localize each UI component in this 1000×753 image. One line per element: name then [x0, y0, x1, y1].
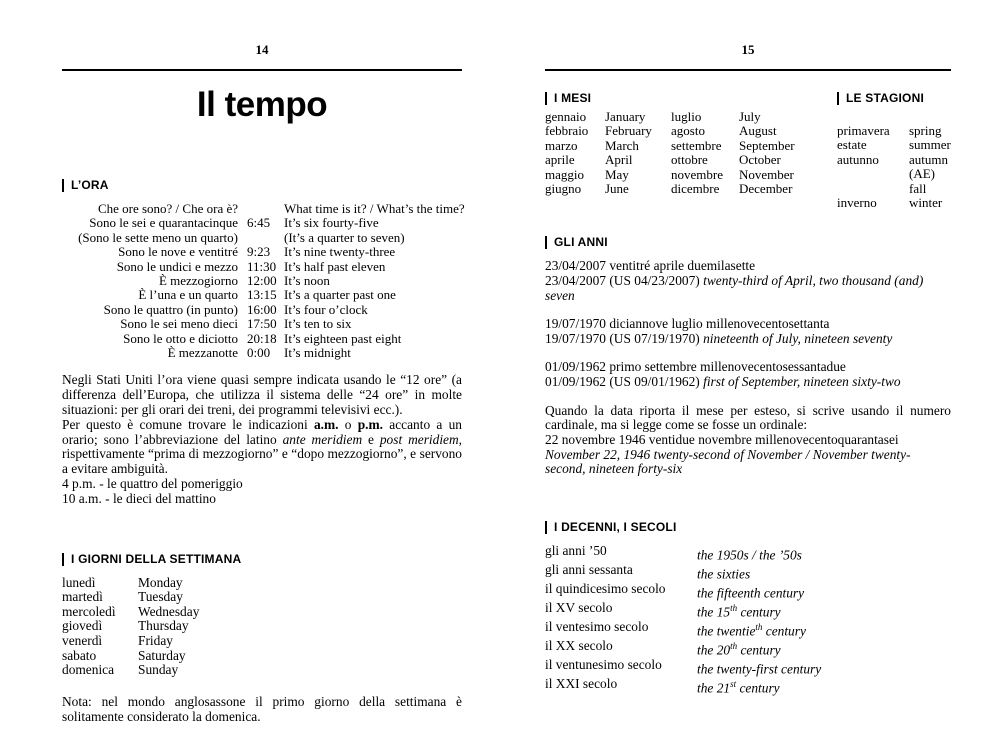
english-month: November	[739, 166, 794, 182]
italian-season: estate	[837, 137, 867, 153]
book-page-left	[62, 42, 465, 724]
table-row	[545, 563, 951, 582]
english-month: February	[605, 123, 652, 139]
english-date-line	[545, 332, 951, 347]
english-month: March	[605, 137, 639, 153]
months-seasons-block	[545, 91, 951, 211]
latin-ante-meridiem: ante meridiem	[282, 431, 363, 447]
header-rule-left	[62, 69, 462, 71]
english-phrase: It’s noon	[284, 273, 330, 289]
english-month: May	[605, 166, 629, 182]
table-row	[545, 153, 807, 167]
italian-day: giovedì	[62, 618, 103, 634]
italian-date-example: 22 novembre 1946 ventidue novembre millenovecentoquarantasei	[545, 432, 899, 448]
seasons-table	[837, 124, 951, 210]
time-value: 13:15	[247, 287, 277, 303]
english-day: Monday	[138, 574, 183, 590]
page-number-right: 15	[741, 42, 755, 57]
english-term-base: the 20	[697, 642, 731, 658]
years-paragraph: Quando la data riporta il mese per esteso, si scrive usando il numero cardinale, ma si legge come se fosse un ordinale:	[545, 402, 951, 433]
english-phrase: It’s nine twenty-three	[284, 244, 396, 260]
english-term	[697, 639, 951, 658]
italian-month: febbraio	[545, 123, 589, 139]
table-row	[62, 619, 462, 634]
table-row	[62, 634, 462, 649]
english-phrase: What time is it? / What’s the time?	[284, 201, 465, 216]
decades-centuries-table	[545, 544, 951, 697]
english-term-rest: century	[762, 623, 806, 639]
english-reading: twenty-third of April, two thousand (and) seven	[545, 273, 924, 303]
italian-phrase: È l’una e un quarto	[138, 287, 238, 303]
table-row	[62, 346, 462, 360]
table-row	[62, 231, 462, 245]
italian-phrase: (Sono le sette meno un quarto)	[78, 229, 238, 245]
english-month: August	[739, 123, 777, 139]
table-row	[545, 582, 951, 601]
table-row	[545, 182, 807, 196]
time-phrases-table	[62, 201, 465, 361]
paragraph-am-pm	[62, 418, 462, 477]
paragraph-12-24-ore	[62, 373, 462, 417]
date-prefix: 19/07/1970 (US 07/19/1970)	[545, 330, 704, 346]
english-term	[697, 544, 951, 563]
italian-term: il quindicesimo secolo	[545, 581, 666, 597]
italian-month: agosto	[671, 123, 705, 139]
english-month: September	[739, 137, 795, 153]
italian-day: lunedì	[62, 574, 96, 590]
table-row	[545, 658, 951, 677]
italian-month: marzo	[545, 137, 578, 153]
table-row	[62, 663, 462, 678]
table-row	[837, 124, 951, 138]
weekdays-note: Nota: nel mondo anglosassone il primo giorno della settimana è solitamente considerato la domenica.	[62, 693, 462, 724]
english-term-rest: century	[737, 642, 781, 658]
year-entry	[545, 259, 951, 303]
english-month: October	[739, 152, 781, 168]
abbrev-am: a.m.	[313, 416, 339, 432]
english-season: autumn	[909, 151, 948, 167]
italian-season: primavera	[837, 123, 890, 138]
italian-phrase: Sono le nove e ventitré	[118, 244, 238, 260]
italian-phrase: Sono le sei e quarantacinque	[89, 215, 238, 231]
english-day: Saturday	[138, 647, 186, 663]
italian-date-line: 23/04/2007 ventitré aprile duemilasette	[545, 258, 756, 274]
italian-month: dicembre	[671, 181, 720, 197]
italian-phrase: Che ore sono? / Che ora è?	[97, 201, 238, 216]
english-day: Wednesday	[138, 603, 200, 619]
english-phrase: It’s midnight	[284, 345, 351, 361]
english-phrase: It’s a quarter past one	[284, 287, 396, 303]
para-segment: o	[338, 416, 358, 432]
italian-phrase: Sono le sei meno dieci	[120, 316, 238, 332]
english-day: Sunday	[138, 662, 179, 678]
italian-day: venerdì	[62, 633, 103, 649]
table-row	[62, 245, 462, 259]
para-segment: e	[362, 431, 380, 447]
para-segment: , rispettivamente “prima di mezzogiorno” e “dopo mezzogiorno”, e servono a evitare ambiguità.	[62, 431, 463, 477]
section-heading-mesi: I MESI	[545, 92, 951, 105]
italian-day: sabato	[62, 647, 97, 663]
english-phrase: It’s six fourty-five	[284, 215, 379, 231]
italian-season: inverno	[837, 195, 877, 211]
italian-month: ottobre	[671, 152, 708, 168]
italian-month: novembre	[671, 166, 723, 182]
years-section-body	[545, 259, 951, 477]
table-row	[545, 110, 807, 124]
time-value	[238, 231, 284, 245]
abbrev-pm: p.m.	[357, 416, 384, 432]
date-prefix: 23/04/2007 (US 04/23/2007)	[545, 273, 704, 289]
cardinal-ordinal-note	[545, 404, 951, 477]
table-row	[545, 544, 951, 563]
para-segment: accanto a un orario; sono l’abbreviazione del latino	[62, 416, 462, 447]
table-row	[62, 576, 462, 591]
english-term-base: the twentie	[697, 623, 756, 639]
table-row	[62, 649, 462, 664]
table-row	[62, 288, 462, 302]
english-month: June	[605, 181, 629, 197]
english-season: spring	[909, 123, 942, 138]
table-row	[62, 590, 462, 605]
time-value: 17:50	[247, 316, 277, 332]
english-phrase: (It’s a quarter to seven)	[284, 229, 405, 245]
table-row	[545, 168, 807, 182]
english-term	[697, 658, 951, 677]
ordinal-superscript: st	[730, 679, 737, 690]
seasons-block	[837, 92, 951, 210]
english-day: Friday	[138, 633, 173, 649]
table-row	[837, 196, 951, 210]
english-phrase: It’s four o’clock	[284, 301, 368, 317]
english-month: January	[605, 109, 646, 124]
english-date-example	[545, 448, 951, 477]
table-row	[62, 332, 462, 346]
time-value: 11:30	[247, 258, 277, 274]
months-table	[545, 110, 807, 196]
english-term-base: the fifteenth century	[697, 585, 805, 601]
english-date-line	[545, 274, 951, 303]
para-text: Negli Stati Uniti l’ora viene quasi sempre indicata usando le “12 ore” (a differenza dell’Europa, che utilizza il sistema delle “24 ore” in molte situazioni: per gli orari dei treni, dei programmi televisivi ecc.).	[62, 372, 462, 418]
time-value	[238, 202, 284, 216]
english-term	[697, 582, 951, 601]
english-term-base: the twenty-first century	[697, 661, 822, 677]
italian-phrase: È mezzogiorno	[158, 273, 238, 289]
italian-phrase: Sono le undici e mezzo	[116, 258, 238, 274]
italian-term: il ventunesimo secolo	[545, 657, 662, 673]
table-row	[62, 260, 462, 274]
italian-month: maggio	[545, 166, 584, 182]
table-row	[837, 138, 951, 152]
italian-phrase: Sono le otto e diciotto	[123, 330, 238, 346]
table-row	[62, 216, 462, 230]
english-reading: nineteenth of July, nineteen seventy	[703, 330, 893, 346]
english-term-base: the 15	[697, 604, 731, 620]
para-segment: Per questo è comune trovare le indicazioni	[62, 416, 314, 432]
english-term-rest: century	[736, 680, 780, 696]
italian-term: il XX secolo	[545, 638, 613, 654]
italian-date-line: 19/07/1970 diciannove luglio millenovecentosettanta	[545, 316, 830, 332]
book-page-right	[545, 42, 951, 696]
time-value: 20:18	[247, 330, 277, 346]
table-row	[62, 317, 462, 331]
table-row	[62, 303, 462, 317]
table-row	[837, 153, 951, 167]
time-value: 12:00	[247, 273, 277, 289]
italian-day: martedì	[62, 589, 103, 605]
english-day: Tuesday	[138, 589, 183, 605]
section-heading-giorni: I GIORNI DELLA SETTIMANA	[62, 553, 462, 566]
english-term	[697, 677, 951, 696]
example-10am: 10 a.m. - le dieci del mattino	[62, 490, 216, 506]
table-row	[62, 201, 465, 216]
table-row	[545, 601, 951, 620]
italian-month: luglio	[671, 109, 702, 124]
italian-term: il ventesimo secolo	[545, 619, 649, 635]
english-term-base: the 21	[697, 680, 731, 696]
english-term-rest: century	[737, 604, 781, 620]
english-month: July	[739, 109, 761, 124]
chapter-title: Il tempo	[196, 85, 328, 124]
italian-day: domenica	[62, 662, 115, 678]
english-month: December	[739, 181, 793, 197]
section-heading-decenni: I DECENNI, I SECOLI	[545, 521, 951, 534]
ordinal-superscript: th	[755, 622, 763, 633]
italian-date-line: 01/09/1962 primo settembre millenovecentosessantadue	[545, 359, 846, 375]
latin-post-meridiem: post meridiem	[379, 431, 459, 447]
table-row	[545, 139, 807, 153]
english-term-base: the 1950s / the ’50s	[697, 547, 802, 563]
year-entry	[545, 360, 951, 389]
date-prefix: 01/09/1962 (US 09/01/1962)	[545, 374, 704, 389]
table-row	[545, 124, 807, 138]
english-reading: November 22, 1946 twenty-second of November / November twenty-second, nineteen forty-six	[545, 446, 911, 477]
italian-term: il XXI secolo	[545, 676, 618, 692]
english-term-base: the sixties	[697, 566, 751, 582]
italian-term: il XV secolo	[545, 600, 613, 616]
italian-month: settembre	[671, 137, 722, 153]
english-term	[697, 601, 951, 620]
english-day: Thursday	[138, 618, 189, 634]
italian-phrase: È mezzanotte	[167, 345, 238, 361]
table-row	[62, 605, 462, 620]
weekdays-table	[62, 576, 462, 678]
italian-day: mercoledì	[62, 603, 116, 619]
italian-term: gli anni ’50	[545, 542, 607, 558]
italian-season	[837, 167, 909, 196]
english-term	[697, 620, 951, 639]
english-phrase: It’s eighteen past eight	[284, 330, 402, 346]
year-entry	[545, 317, 951, 346]
section-heading-stagioni: LE STAGIONI	[837, 92, 951, 105]
english-phrase: It’s half past eleven	[284, 258, 386, 274]
time-value: 9:23	[247, 244, 271, 260]
italian-month: giugno	[545, 181, 582, 197]
english-date-line	[545, 375, 951, 390]
english-month: April	[605, 152, 633, 168]
time-value: 0:00	[247, 345, 271, 361]
italian-month: aprile	[545, 152, 575, 168]
ordinal-superscript: th	[730, 603, 738, 614]
time-value: 16:00	[247, 301, 277, 317]
english-season: winter	[909, 195, 943, 211]
ordinal-superscript: th	[730, 641, 738, 652]
table-row	[545, 639, 951, 658]
english-season: (AE) fall	[909, 166, 935, 196]
page-number-left: 14	[255, 42, 269, 57]
time-value: 6:45	[247, 215, 271, 231]
italian-month: gennaio	[545, 109, 587, 124]
english-reading: first of September, nineteen sixty-two	[703, 374, 901, 389]
table-row	[545, 677, 951, 696]
english-season: summer	[909, 137, 951, 153]
header-rule-right	[545, 69, 951, 71]
italian-term: gli anni sessanta	[545, 562, 633, 578]
table-row	[837, 167, 951, 196]
table-row	[545, 620, 951, 639]
section-heading-anni: GLI ANNI	[545, 236, 951, 249]
italian-season: autunno	[837, 151, 879, 167]
english-term	[697, 563, 951, 582]
section-heading-ora: L’ORA	[62, 179, 462, 192]
example-4pm: 4 p.m. - le quattro del pomeriggio	[62, 476, 243, 492]
english-phrase: It’s ten to six	[284, 316, 352, 332]
table-row	[62, 274, 462, 288]
italian-phrase: Sono le quattro (in punto)	[103, 301, 238, 317]
